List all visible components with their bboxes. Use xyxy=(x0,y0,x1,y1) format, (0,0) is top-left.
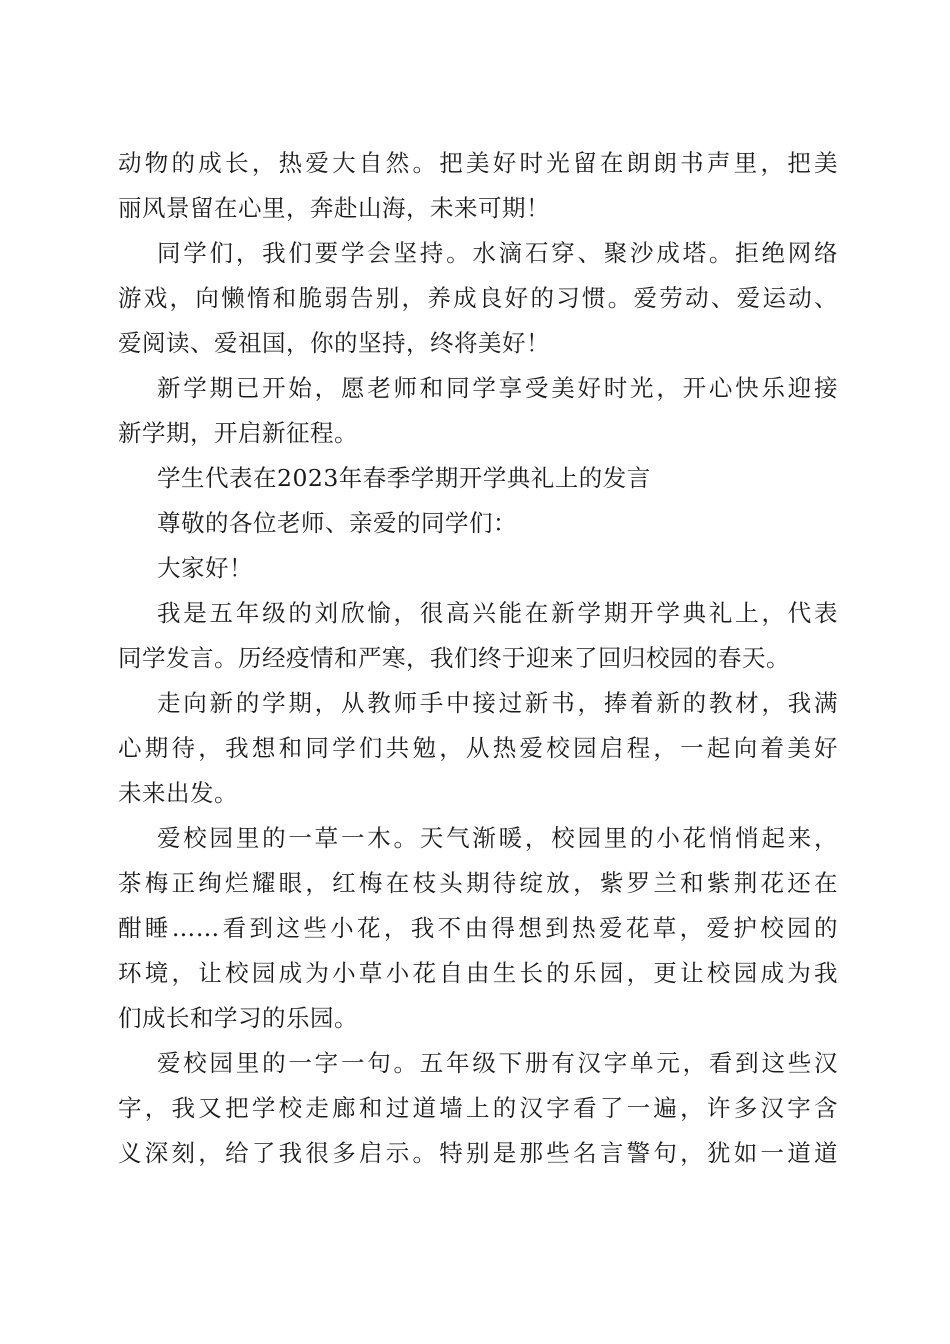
paragraph xyxy=(118,141,838,231)
text-line: 茶梅正绚烂耀眼，红梅在枝头期待绽放，紫罗兰和紫荆花还在 xyxy=(118,869,838,897)
text-line: 们成长和学习的乐园。 xyxy=(118,1004,358,1032)
text-line: 我是五年级的刘欣愉，很高兴能在新学期开学典礼上，代表 xyxy=(157,599,838,627)
text-line: 大家好！ xyxy=(157,554,253,582)
text-line: 动物的成长，热爱大自然。把美好时光留在朗朗书声里，把美 xyxy=(118,149,838,177)
text-line: 学生代表在2023年春季学期开学典礼上的发言 xyxy=(157,464,651,492)
text-line: 爱校园里的一字一句。五年级下册有汉字单元，看到这些汉 xyxy=(157,1049,838,1077)
greeting xyxy=(118,546,838,591)
text-line: 丽风景留在心里，奔赴山海，未来可期！ xyxy=(118,194,550,222)
document-page xyxy=(118,141,838,1176)
text-line: 心期待，我想和同学们共勉，从热爱校园启程，一起向着美好 xyxy=(118,734,838,762)
paragraph xyxy=(118,591,838,681)
salutation xyxy=(118,501,838,546)
text-line: 新学期，开启新征程。 xyxy=(118,419,358,447)
text-line: 酣睡……看到这些小花，我不由得想到热爱花草，爱护校园的 xyxy=(118,914,838,942)
paragraph xyxy=(118,366,838,456)
text-line: 新学期已开始，愿老师和同学享受美好时光，开心快乐迎接 xyxy=(157,374,838,402)
text-line: 同学发言。历经疫情和严寒，我们终于迎来了回归校园的春天。 xyxy=(118,644,790,672)
text-line: 未来出发。 xyxy=(118,779,238,807)
text-line: 爱校园里的一草一木。天气渐暖，校园里的小花悄悄起来， xyxy=(157,824,838,852)
text-line: 走向新的学期，从教师手中接过新书，捧着新的教材，我满 xyxy=(157,689,838,717)
text-line: 同学们，我们要学会坚持。水滴石穿、聚沙成塔。拒绝网络 xyxy=(157,239,838,267)
paragraph xyxy=(118,816,838,1041)
text-line: 字，我又把学校走廊和过道墙上的汉字看了一遍，许多汉字含 xyxy=(118,1094,838,1122)
paragraph xyxy=(118,231,838,366)
paragraph xyxy=(118,681,838,816)
text-line: 爱阅读、爱祖国，你的坚持，终将美好！ xyxy=(118,329,550,357)
text-line: 环境，让校园成为小草小花自由生长的乐园，更让校园成为我 xyxy=(118,959,838,987)
speech-title xyxy=(118,456,838,501)
paragraph xyxy=(118,1041,838,1176)
text-line: 尊敬的各位老师、亲爱的同学们： xyxy=(157,509,517,537)
text-line: 游戏，向懒惰和脆弱告别，养成良好的习惯。爱劳动、爱运动、 xyxy=(118,284,838,312)
text-line: 义深刻，给了我很多启示。特别是那些名言警句，犹如一道道 xyxy=(118,1139,838,1167)
